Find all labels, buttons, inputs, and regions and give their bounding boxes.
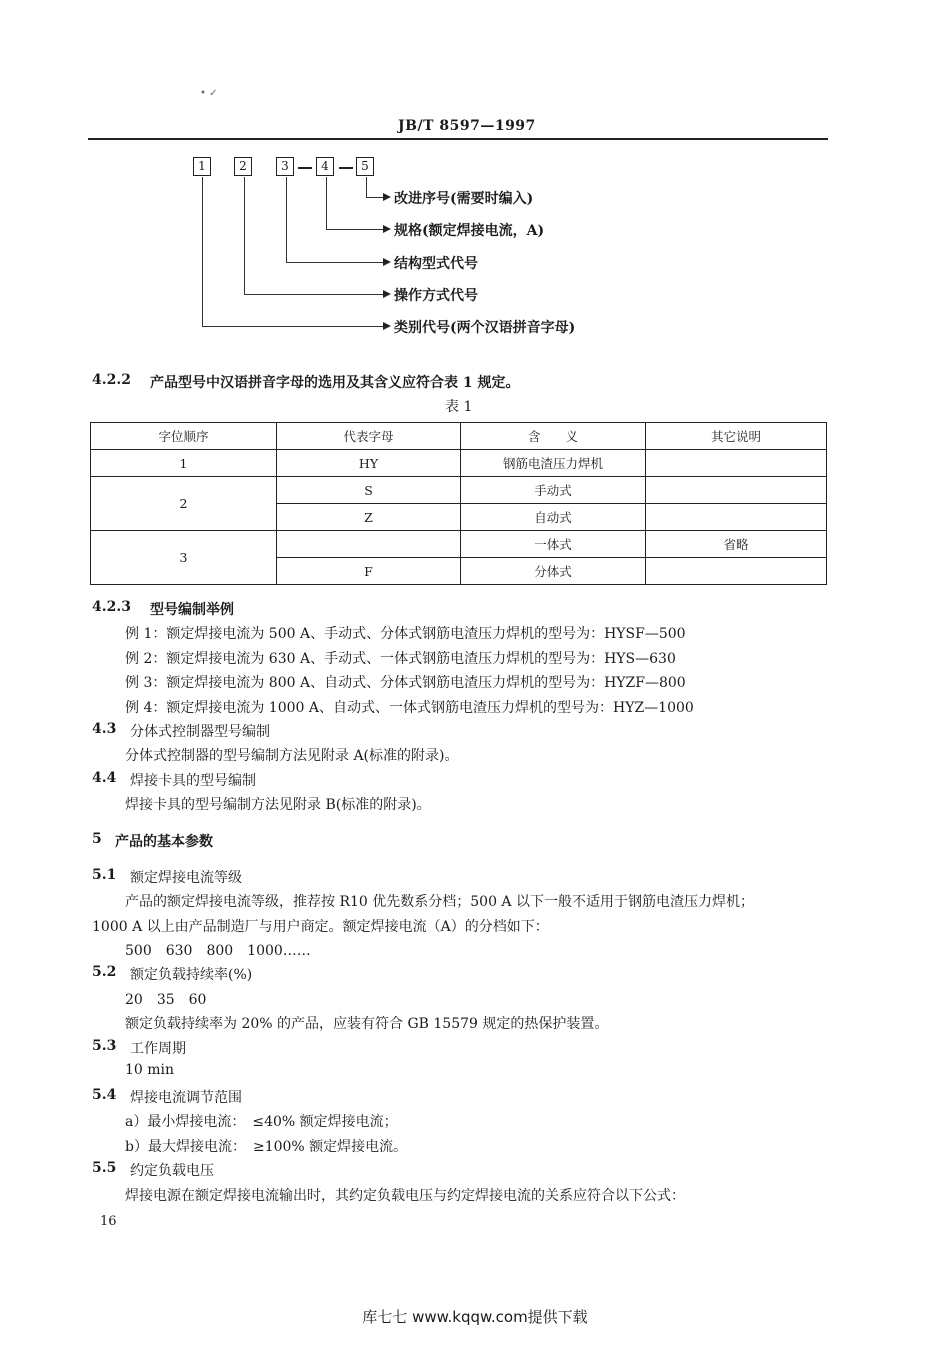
code-box-4: 4 xyxy=(316,157,334,176)
cell: S xyxy=(277,477,461,504)
section-title-4-2-3: 型号编制举例 xyxy=(150,602,234,618)
code-box-3: 3 xyxy=(276,157,294,176)
corner-marks: • ✓ xyxy=(200,88,218,99)
section-num-5-5: 5.5 xyxy=(92,1160,117,1176)
leader-5-horizontal xyxy=(366,197,384,198)
leader-2-horizontal xyxy=(244,294,384,295)
section-body-4-3: 分体式控制器的型号编制方法见附录 A(标准的附录)。 xyxy=(125,748,459,764)
download-footer: 库七七 www.kqqw.com提供下载 xyxy=(362,1308,588,1326)
section-num-5-1: 5.1 xyxy=(92,867,117,883)
section-text-4-2-2: 产品型号中汉语拼音字母的选用及其含义应符合表 1 规定。 xyxy=(150,375,520,391)
leader-1-vertical xyxy=(202,177,203,327)
th-position: 字位顺序 xyxy=(91,423,277,450)
leader-1-arrow xyxy=(383,322,391,330)
leader-4-arrow xyxy=(383,225,391,233)
cell xyxy=(646,477,827,504)
table-row xyxy=(91,450,827,477)
table-header-row xyxy=(91,423,827,450)
label-structure-code: 结构型式代号 xyxy=(394,256,478,272)
table-caption: 表 1 xyxy=(445,399,473,415)
work-cycle-value: 10 min xyxy=(125,1062,175,1078)
table-row xyxy=(91,531,827,558)
cell xyxy=(646,504,827,531)
cell: 手动式 xyxy=(461,477,646,504)
leader-2-arrow xyxy=(383,290,391,298)
cell: Z xyxy=(277,504,461,531)
leader-3-arrow xyxy=(383,258,391,266)
example-2: 例 2：额定焊接电流为 630 A、手动式、一体式钢筋电渣压力焊机的型号为：HYS—630 xyxy=(125,651,676,667)
standard-code: JB/T 8597—1997 xyxy=(398,118,536,134)
section-title-5-1: 额定焊接电流等级 xyxy=(130,870,242,886)
header-rule xyxy=(88,138,828,140)
min-current: a）最小焊接电流： ≤40% 额定焊接电流； xyxy=(125,1114,398,1130)
cell: 2 xyxy=(91,477,277,531)
cell: F xyxy=(277,558,461,585)
section-body-4-4: 焊接卡具的型号编制方法见附录 B(标准的附录)。 xyxy=(125,797,431,813)
section-num-5-2: 5.2 xyxy=(92,964,117,980)
cell xyxy=(646,558,827,585)
code-box-5: 5 xyxy=(356,157,374,176)
table-row xyxy=(91,477,827,504)
cell: 自动式 xyxy=(461,504,646,531)
chapter-num-5: 5 xyxy=(92,831,102,847)
page-number: 16 xyxy=(100,1214,117,1229)
leader-5-arrow xyxy=(383,193,391,201)
cell: 1 xyxy=(91,450,277,477)
code-box-1: 1 xyxy=(193,157,211,176)
section-title-5-3: 工作周期 xyxy=(130,1041,186,1057)
label-spec: 规格(额定焊接电流，A) xyxy=(394,223,545,239)
chapter-title-5: 产品的基本参数 xyxy=(115,834,213,850)
leader-3-vertical xyxy=(286,177,287,263)
section-num-5-3: 5.3 xyxy=(92,1038,117,1054)
leader-1-horizontal xyxy=(202,326,384,327)
cell: 3 xyxy=(91,531,277,585)
section-num-4-3: 4.3 xyxy=(92,721,117,737)
th-meaning: 含 义 xyxy=(461,423,646,450)
code-dash-2 xyxy=(339,167,353,169)
section-num-4-2-3: 4.2.3 xyxy=(92,599,131,615)
leader-4-vertical xyxy=(326,177,327,230)
duty-cycle-values: 20 35 60 xyxy=(125,992,207,1008)
example-3: 例 3：额定焊接电流为 800 A、自动式、分体式钢筋电渣压力焊机的型号为：HYZF—800 xyxy=(125,675,686,691)
letter-table xyxy=(90,422,827,585)
leader-3-horizontal xyxy=(286,262,384,263)
leader-2-vertical xyxy=(244,177,245,295)
section-title-5-5: 约定负载电压 xyxy=(130,1163,214,1179)
cell: HY xyxy=(277,450,461,477)
th-remarks: 其它说明 xyxy=(646,423,827,450)
label-operation-code: 操作方式代号 xyxy=(394,288,478,304)
label-category-code: 类别代号(两个汉语拼音字母) xyxy=(394,320,576,336)
max-current: b）最大焊接电流： ≥100% 额定焊接电流。 xyxy=(125,1139,408,1155)
section-title-5-4: 焊接电流调节范围 xyxy=(130,1090,242,1106)
section-title-4-3: 分体式控制器型号编制 xyxy=(130,724,270,740)
example-1: 例 1：额定焊接电流为 500 A、手动式、分体式钢筋电渣压力焊机的型号为：HYSF—500 xyxy=(125,626,686,642)
code-dash-1 xyxy=(298,167,312,169)
cell: 一体式 xyxy=(461,531,646,558)
leader-4-horizontal xyxy=(326,229,384,230)
section-num-4-2-2: 4.2.2 xyxy=(92,372,131,388)
label-improvement-seq: 改进序号(需要时编入) xyxy=(394,191,534,207)
code-box-2: 2 xyxy=(234,157,252,176)
cell: 省略 xyxy=(646,531,827,558)
cell: 钢筋电渣压力焊机 xyxy=(461,450,646,477)
section-body-5-1-line2: 1000 A 以上由产品制造厂与用户商定。额定焊接电流（A）的分档如下： xyxy=(92,919,549,935)
section-num-5-4: 5.4 xyxy=(92,1087,117,1103)
section-body-5-1-line1: 产品的额定焊接电流等级，推荐按 R10 优先数系分档；500 A 以下一般不适用于钢筋电渣压力焊机； xyxy=(125,894,754,910)
section-body-5-5: 焊接电源在额定焊接电流输出时，其约定负载电压与约定焊接电流的关系应符合以下公式： xyxy=(125,1188,685,1204)
cell xyxy=(646,450,827,477)
section-num-4-4: 4.4 xyxy=(92,770,117,786)
cell xyxy=(277,531,461,558)
th-letter: 代表字母 xyxy=(277,423,461,450)
section-title-4-4: 焊接卡具的型号编制 xyxy=(130,773,256,789)
current-grades: 500 630 800 1000…… xyxy=(125,943,311,959)
section-body-5-2: 额定负载持续率为 20% 的产品，应装有符合 GB 15579 规定的热保护装置。 xyxy=(125,1016,609,1032)
section-title-5-2: 额定负载持续率(%) xyxy=(130,967,253,983)
cell: 分体式 xyxy=(461,558,646,585)
leader-5-vertical xyxy=(366,177,367,198)
example-4: 例 4：额定焊接电流为 1000 A、自动式、一体式钢筋电渣压力焊机的型号为：HYZ—1000 xyxy=(125,700,694,716)
